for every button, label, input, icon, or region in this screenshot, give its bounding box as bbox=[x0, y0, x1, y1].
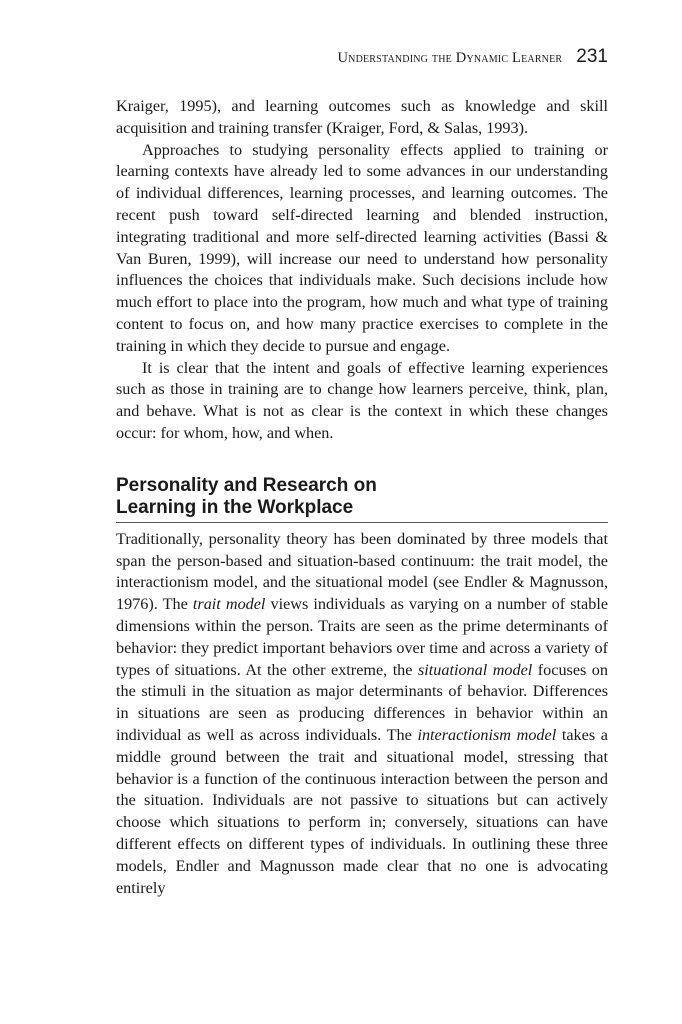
section-heading-line-1: Personality and Research on bbox=[116, 474, 377, 496]
page-number: 231 bbox=[576, 46, 608, 67]
paragraph-approaches: Approaches to studying personality effects applied to training or learning contexts have already led to some advances in our understanding of individual differences, learning processes, and learning outcomes. The recent push toward self-directed learning and blended instruction, integrating traditional and more self-directed learning activities (Bassi & Van Buren, 1999), will increase our need to understand how personality influences the choices that individuals make. Such decisions include how much effort to place into the program, how much and what type of training content to focus on, and how many practice exercises to complete in the training in which they decide to pursue and engage. bbox=[116, 140, 608, 355]
running-head bbox=[116, 46, 608, 76]
text-run: takes a middle ground between the trait and situational model, stressing that behavior is a function of the continuous interaction between the person and the situation. Individuals are not passive to situations but can actively choose which situations to perform in; conversely, situations can have different effects on different types of individuals. In outlining these three models, Endler and Magnusson made clear that no one is advocating entirely bbox=[116, 725, 608, 897]
paragraph-intent: It is clear that the intent and goals of effective learning experiences such as those in training are to change how learners perceive, think, plan, and behave. What is not as clear is the context in which these changes occur: for whom, how, and when. bbox=[116, 358, 608, 442]
section-text bbox=[116, 529, 608, 900]
term-interactionism-model: interactionism model bbox=[417, 725, 557, 744]
term-situational-model: situational model bbox=[417, 660, 533, 679]
paragraph-continuation: Kraiger, 1995), and learning outcomes such as knowledge and skill acquisition and training transfer (Kraiger, Ford, & Salas, 1993). bbox=[116, 97, 608, 137]
text-run: views individuals as varying on a number of stable dimensions within the person. Traits are seen as the prime determinants of behavior: they predict important behaviors over time and across a variety of types of situations. At the other extreme, the bbox=[116, 595, 609, 679]
text-run: Traditionally, personality theory has been dominated by three models that span the person-based and situation-based continuum: the trait model, the interactionism model, and the situational model (see Endler & Magnusson, 1976). The bbox=[116, 529, 608, 614]
running-head-title: Understanding the Dynamic Learner bbox=[337, 50, 563, 66]
intro-text bbox=[116, 96, 608, 445]
section-heading bbox=[116, 475, 608, 523]
section-heading-line-2: Learning in the Workplace bbox=[116, 496, 354, 518]
text-run: focuses on the stimuli in the situation as major determinants of behavior. Differences in situations are seen as producing differences in behavior within an individual as well as across individuals. The bbox=[116, 660, 608, 744]
book-page bbox=[116, 46, 608, 899]
term-trait-model: trait model bbox=[192, 595, 266, 614]
paragraph-traditionally bbox=[116, 529, 608, 900]
